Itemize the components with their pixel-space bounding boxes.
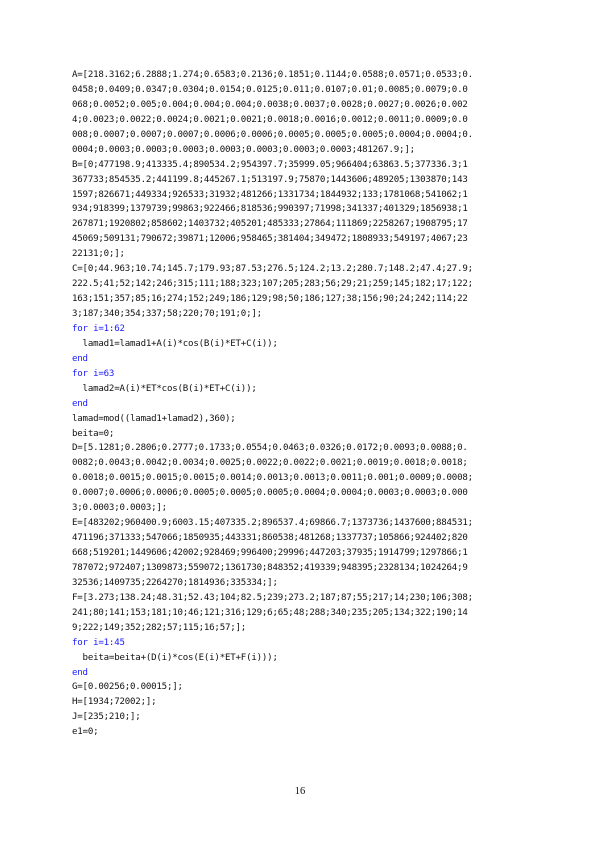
code-line: 934;918399;1379739;99863;922466;818536;990397;71998;341337;401329;1856938;1 [72, 204, 468, 215]
code-line: B=[0;477198.9;413335.4;890534.2;954397.7;35999.05;966404;63863.5;377336.3;1 [72, 159, 468, 170]
code-line: 267871;1920802;858602;1403732;405201;485333;27864;111869;2258267;1908795;17 [72, 219, 468, 230]
code-line-control: end [72, 667, 88, 678]
code-line-control: end [72, 353, 88, 364]
code-line: F=[3.273;138.24;48.31;52.43;104;82.5;239;273.2;187;87;55;217;14;230;106;308; [72, 592, 473, 603]
code-line: 0004;0.0003;0.0003;0.0003;0.0003;0.0003;0.0003;0.0003;481267.9;]; [72, 144, 415, 155]
code-line: 787072;972407;1309873;559072;1361730;848352;419339;948395;2328134;1024264;9 [72, 562, 468, 573]
code-line: 241;80;141;153;181;10;46;121;316;129;6;65;48;288;340;235;205;134;322;190;14 [72, 607, 468, 618]
code-line: 668;519201;1449606;42002;928469;996400;29996;447203;37935;1914799;1297866;1 [72, 548, 468, 558]
code-line-control: for i=63 [72, 368, 115, 379]
code-line: E=[483202;960400.9;6003.15;407335.2;896537.4;69866.7;1373736;1437600;884531; [72, 518, 473, 529]
code-line: e1=0; [72, 727, 99, 738]
code-line: 4;0.0023;0.0022;0.0024;0.0021;0.0021;0.0018;0.0016;0.0012;0.0011;0.0009;0.0 [72, 114, 468, 125]
code-line: lamad=mod((lamad1+lamad2),360); [72, 413, 236, 424]
code-line: G=[0.00256;0.00015;]; [72, 682, 183, 693]
code-line: 068;0.0052;0.005;0.004;0.004;0.004;0.0038;0.0037;0.0028;0.0027;0.0026;0.002 [72, 99, 468, 110]
code-line: 0.0007;0.0006;0.0006;0.0005;0.0005;0.0005;0.0004;0.0004;0.0003;0.0003;0.000 [72, 488, 468, 499]
code-line: 22131;0;]; [72, 249, 125, 260]
code-line: beita=0; [72, 428, 115, 439]
code-line: 3;187;340;354;337;58;220;70;191;0;]; [72, 309, 262, 319]
code-line: lamad1=lamad1+A(i)*cos(B(i)*ET+C(i)); [72, 338, 278, 349]
code-line: 0458;0.0409;0.0347;0.0304;0.0154;0.0125;0.011;0.0107;0.01;0.0085;0.0079;0.0 [72, 84, 468, 95]
code-line: 0082;0.0043;0.0042;0.0034;0.0025;0.0022;0.0022;0.0021;0.0019;0.0018;0.0018; [72, 458, 468, 469]
code-line: 1597;826671;449334;926533;31932;481266;1331734;1844932;133;1781068;541062;1 [72, 189, 468, 200]
code-line: H=[1934;72002;]; [72, 697, 157, 708]
code-line: 367733;854535.2;441199.8;445267.1;513197.9;75870;1443606;489205;1303870;143 [72, 174, 468, 185]
code-line: lamad2=A(i)*ET*cos(B(i)*ET+C(i)); [72, 383, 257, 394]
code-line: D=[5.1281;0.2806;0.2777;0.1733;0.0554;0.0463;0.0326;0.0172;0.0093;0.0088;0. [72, 443, 468, 454]
code-line: 222.5;41;52;142;246;315;111;188;323;107;205;283;56;29;21;259;145;182;17;122; [72, 279, 473, 290]
code-line: 471196;371333;547066;1850935;443331;860538;481268;1337737;105866;924402;820 [72, 533, 468, 544]
code-line-control: end [72, 398, 88, 409]
code-line: 32536;1409735;2264270;1814936;335334;]; [72, 577, 278, 588]
code-line-control: for i=1:45 [72, 637, 125, 648]
code-line: 45069;509131;790672;39871;12006;958465;381404;349472;1808933;549197;4067;23 [72, 234, 468, 245]
code-line: beita=beita+(D(i)*cos(E(i)*ET+F(i))); [72, 652, 278, 663]
matlab-code-block [72, 68, 537, 740]
code-line: C=[0;44.963;10.74;145.7;179.93;87.53;276.5;124.2;13.2;280.7;148.2;47.4;27.9; [72, 264, 473, 275]
code-line: A=[218.3162;6.2888;1.274;0.6583;0.2136;0.1851;0.1144;0.0588;0.0571;0.0533;0. [72, 70, 473, 80]
code-line: 163;151;357;85;16;274;152;249;186;129;98;50;186;127;38;156;90;24;242;114;22 [72, 294, 468, 305]
page-number: 16 [294, 786, 306, 797]
code-line: J=[235;210;]; [72, 712, 141, 723]
code-line: 0.0018;0.0015;0.0015;0.0015;0.0014;0.0013;0.0013;0.0011;0.001;0.0009;0.0008; [72, 473, 473, 484]
code-line: 9;222;149;352;282;57;115;16;57;]; [72, 622, 247, 633]
code-line-control: for i=1:62 [72, 323, 125, 334]
code-line: 008;0.0007;0.0007;0.0007;0.0006;0.0006;0.0005;0.0005;0.0005;0.0004;0.0004;0. [72, 129, 473, 140]
code-line: 3;0.0003;0.0003;]; [72, 503, 167, 514]
